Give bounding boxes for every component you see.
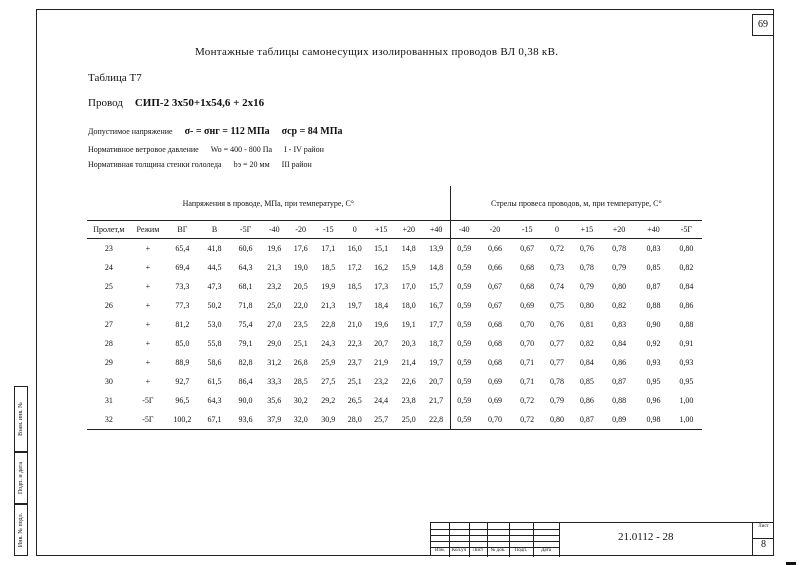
table-cell: 0,72	[512, 410, 542, 430]
table-cell: 0,81	[579, 320, 594, 329]
table-cell: 0,67	[487, 282, 502, 291]
table-row	[87, 258, 702, 277]
table-cell: 19,6	[267, 244, 282, 253]
table-cell: 79,1	[238, 339, 253, 348]
table-cell: 0,67	[520, 244, 535, 253]
table-cell: 0,59	[450, 410, 478, 430]
table-cell: 23,7	[347, 358, 362, 367]
table-cell: 0,92	[646, 339, 661, 348]
table-cell: 27	[104, 320, 113, 329]
column-header: -5Г	[229, 221, 261, 239]
table-cell: 0,75	[550, 301, 565, 310]
title-block-row-line	[431, 547, 559, 548]
table-cell: +	[145, 263, 151, 272]
table-cell: 96,5	[175, 396, 190, 405]
column-header: -15	[512, 221, 542, 239]
table-cell: 21,4	[401, 358, 416, 367]
table-row	[87, 410, 702, 430]
column-header: 0	[542, 221, 572, 239]
table-cell: 0,83	[646, 244, 661, 253]
table-cell: 22,3	[347, 339, 362, 348]
page-number: 69	[752, 14, 774, 36]
param-label: Нормативное ветровое давление	[88, 145, 199, 154]
table-cell: 16,2	[374, 263, 389, 272]
table-cell: 0,88	[646, 301, 661, 310]
table-cell: 17,6	[293, 244, 308, 253]
table-cell: 0,82	[579, 339, 594, 348]
table-cell: 53,0	[207, 320, 222, 329]
table-cell: 0,70	[478, 410, 512, 430]
column-header: +15	[367, 221, 395, 239]
table-cell: 1,00	[679, 396, 694, 405]
document-title: Монтажные таблицы самонесущих изолированных проводов ВЛ 0,38 кВ.	[195, 46, 559, 58]
table-cell: 0,78	[612, 244, 627, 253]
table-cell: 20,7	[374, 339, 389, 348]
table-cell: 50,2	[207, 301, 222, 310]
table-cell: 67,1	[200, 410, 230, 430]
table-cell: 0,59	[450, 334, 478, 353]
table-cell: 92,7	[175, 377, 190, 386]
title-block-caption: Дата	[541, 548, 551, 553]
side-stamp-replace: Взам. инв. №	[14, 386, 28, 452]
param-allowed-stress	[88, 126, 343, 137]
table-cell: 0,74	[550, 282, 565, 291]
table-cell: 0,93	[646, 358, 661, 367]
table-cell: 55,8	[207, 339, 222, 348]
table-cell: 25,7	[367, 410, 395, 430]
table-cell: 100,2	[165, 410, 199, 430]
table-cell: 27,5	[321, 377, 336, 386]
table-cell: 30,9	[314, 410, 342, 430]
table-cell: 20,7	[429, 377, 444, 386]
table-cell: 0,82	[612, 301, 627, 310]
table-cell: 58,6	[207, 358, 222, 367]
table-cell: 21,3	[267, 263, 282, 272]
table-cell: 0,84	[679, 282, 694, 291]
table-cell: 68,1	[238, 282, 253, 291]
table-cell: 22,8	[422, 410, 450, 430]
param-ice-thickness	[88, 160, 312, 169]
table-cell: 23,2	[267, 282, 282, 291]
table-cell: 0,98	[636, 410, 670, 430]
param-value: bэ = 20 мм	[233, 160, 270, 169]
table-cell: 73,3	[175, 282, 190, 291]
table-cell: 0,84	[612, 339, 627, 348]
mounting-table	[87, 186, 702, 430]
title-block-caption: № док.	[490, 548, 506, 553]
table-cell: 0,90	[646, 320, 661, 329]
table-cell: 17,0	[401, 282, 416, 291]
table-cell: 0,80	[542, 410, 572, 430]
table-cell: 0,80	[612, 282, 627, 291]
table-cell: 0,72	[520, 396, 535, 405]
table-cell: 14,8	[401, 244, 416, 253]
table-cell: 17,7	[429, 320, 444, 329]
table-cell: 0,78	[550, 377, 565, 386]
table-cell: 26,8	[293, 358, 308, 367]
param-value2: σср = 84 МПа	[281, 126, 343, 137]
table-cell: 24,4	[374, 396, 389, 405]
table-cell: 30,2	[293, 396, 308, 405]
table-cell: 15,7	[429, 282, 444, 291]
table-cell: 0,66	[487, 263, 502, 272]
param-value: Wo = 400 - 800 Па	[210, 145, 273, 154]
table-cell: 0,79	[579, 282, 594, 291]
table-cell: 86,4	[238, 377, 253, 386]
table-row	[87, 372, 702, 391]
table-cell: 22,6	[401, 377, 416, 386]
table-cell: 14,8	[429, 263, 444, 272]
title-block-row-line	[431, 535, 559, 536]
table-cell: 19,7	[347, 301, 362, 310]
table-row	[87, 353, 702, 372]
table-cell: 0,68	[487, 320, 502, 329]
table-cell: +	[145, 320, 151, 329]
table-cell: 25,0	[395, 410, 423, 430]
table-cell: 26,5	[347, 396, 362, 405]
document-code: 21.0112 - 28	[618, 531, 674, 543]
table-cell: +	[145, 377, 151, 386]
table-cell: 21,0	[347, 320, 362, 329]
table-cell: 18,5	[321, 263, 336, 272]
column-header: +20	[602, 221, 636, 239]
table-cell: 37,9	[262, 410, 287, 430]
table-cell: 22,0	[293, 301, 308, 310]
table-row	[87, 391, 702, 410]
table-cell: 0,68	[520, 282, 535, 291]
table-name: Таблица Т7	[88, 72, 142, 84]
table-cell: 17,2	[347, 263, 362, 272]
table-cell: 0,87	[572, 410, 602, 430]
wire-line	[88, 97, 264, 109]
wire-label: Провод	[88, 97, 123, 109]
table-cell: 0,93	[679, 358, 694, 367]
column-header: +40	[422, 221, 450, 239]
column-header: -20	[478, 221, 512, 239]
table-cell: 24,3	[321, 339, 336, 348]
table-cell: 21,9	[374, 358, 389, 367]
table-cell: 77,3	[175, 301, 190, 310]
table-cell: 0,85	[579, 377, 594, 386]
table-cell: 29,2	[321, 396, 336, 405]
column-header: +15	[572, 221, 602, 239]
side-stamp-sign-date: Подп. и дата	[14, 452, 28, 504]
column-header: -5Г	[671, 221, 702, 239]
table-cell: 25,1	[293, 339, 308, 348]
table-cell: 28	[104, 339, 113, 348]
table-cell: 16,7	[429, 301, 444, 310]
table-cell: 0,76	[579, 244, 594, 253]
column-header: -40	[450, 221, 478, 239]
table-cell: 0,59	[450, 315, 478, 334]
table-cell: 0,59	[450, 372, 478, 391]
table-cell: +	[145, 244, 151, 253]
table-cell: 41,8	[207, 244, 222, 253]
table-cell: 0,77	[550, 339, 565, 348]
table-cell: 61,5	[207, 377, 222, 386]
table-cell: 27,0	[267, 320, 282, 329]
table-cell: 0,59	[450, 239, 478, 259]
param-label: Нормативная толщина стенки гололеда	[88, 160, 222, 169]
table-cell: 0,89	[602, 410, 636, 430]
side-stamp-inventory: Инв. № подл.	[14, 504, 28, 556]
table-cell: 29,0	[267, 339, 282, 348]
table-cell: 20,5	[293, 282, 308, 291]
table-cell: 15,9	[401, 263, 416, 272]
table-cell: 0,95	[646, 377, 661, 386]
table-cell: 64,3	[207, 396, 222, 405]
table-cell: 22,8	[321, 320, 336, 329]
table-cell: 32	[87, 410, 131, 430]
group-sag-header: Стрелы провеса проводов, м, при температуре, С°	[450, 186, 702, 221]
table-cell: 90,0	[238, 396, 253, 405]
table-cell: 75,4	[238, 320, 253, 329]
table-row	[87, 334, 702, 353]
table-cell: 0,67	[487, 301, 502, 310]
table-cell: 0,80	[579, 301, 594, 310]
table-cell: 0,70	[520, 320, 535, 329]
table-cell: 85,0	[175, 339, 190, 348]
table-cell: 31	[104, 396, 113, 405]
table-cell: 0,77	[550, 358, 565, 367]
param-region: I - IV район	[284, 145, 324, 154]
table-cell: 31,2	[267, 358, 282, 367]
table-cell: 81,2	[175, 320, 190, 329]
table-cell: 0,73	[550, 263, 565, 272]
table-row	[87, 296, 702, 315]
table-cell: 25	[104, 282, 113, 291]
table-cell: 0,86	[612, 358, 627, 367]
title-block	[430, 522, 774, 556]
table-cell: 19,7	[429, 358, 444, 367]
table-cell: 19,9	[321, 282, 336, 291]
table-cell: 0,79	[612, 263, 627, 272]
table-cell: 0,68	[520, 263, 535, 272]
table-cell: 71,8	[238, 301, 253, 310]
title-block-caption: Кол.уч	[451, 548, 467, 553]
table-cell: 16,0	[347, 244, 362, 253]
table-cell: 0,95	[679, 377, 694, 386]
table-cell: 32,0	[287, 410, 315, 430]
table-cell: 18,5	[347, 282, 362, 291]
table-cell: 65,4	[175, 244, 190, 253]
table-cell: 15,1	[374, 244, 389, 253]
table-cell: 30	[104, 377, 113, 386]
table-cell: 0,78	[579, 263, 594, 272]
table-cell: 19,6	[374, 320, 389, 329]
table-cell: 13,9	[429, 244, 444, 253]
wire-mark: СИП-2 3х50+1х54,6 + 2х16	[134, 97, 265, 109]
table-cell: 17,3	[374, 282, 389, 291]
table-cell: 28,5	[293, 377, 308, 386]
table-cell: 0,68	[487, 358, 502, 367]
table-cell: 0,85	[646, 263, 661, 272]
table-cell: 0,69	[487, 396, 502, 405]
table-cell: 23	[104, 244, 113, 253]
table-cell: 0,68	[487, 339, 502, 348]
table-cell: 0,69	[520, 301, 535, 310]
column-header: -15	[314, 221, 342, 239]
table-cell: 0,69	[487, 377, 502, 386]
column-header: 0	[342, 221, 367, 239]
table-cell: 18,7	[429, 339, 444, 348]
table-row	[87, 315, 702, 334]
table-cell: 0,76	[550, 320, 565, 329]
table-cell: 0,86	[679, 301, 694, 310]
table-cell: 44,5	[207, 263, 222, 272]
table-cell: 0,59	[450, 353, 478, 372]
param-region: III район	[281, 160, 312, 169]
table-cell: 0,87	[612, 377, 627, 386]
table-cell: 0,72	[550, 244, 565, 253]
column-header: +20	[395, 221, 423, 239]
table-cell: 0,91	[679, 339, 694, 348]
table-cell: 60,6	[238, 244, 253, 253]
table-cell: 0,86	[579, 396, 594, 405]
table-cell: 0,70	[520, 339, 535, 348]
column-header: ВГ	[165, 221, 199, 239]
table-row	[87, 277, 702, 296]
table-cell: 0,66	[487, 244, 502, 253]
table-cell: 0,87	[646, 282, 661, 291]
table-cell: 25,9	[321, 358, 336, 367]
table-group-header	[87, 186, 702, 221]
table-cell: 28,0	[342, 410, 367, 430]
table-cell: 0,71	[520, 377, 535, 386]
table-cell: 21,3	[321, 301, 336, 310]
table-cell: 1,00	[671, 410, 702, 430]
table-cell: 21,7	[429, 396, 444, 405]
table-row	[87, 239, 702, 259]
table-cell: 24	[104, 263, 113, 272]
table-cell: 0,96	[646, 396, 661, 405]
table-cell: 19,1	[401, 320, 416, 329]
table-cell: 35,6	[267, 396, 282, 405]
table-cell: +	[145, 282, 151, 291]
column-header: В	[200, 221, 230, 239]
table-cell: 0,84	[579, 358, 594, 367]
title-block-caption: Лист	[472, 548, 484, 553]
group-stress-header: Напряжения в проводе, МПа, при температуре, С°	[87, 186, 450, 221]
table-column-header	[87, 221, 702, 239]
column-header: Режим	[131, 221, 165, 239]
column-header: Пролет,м	[87, 221, 131, 239]
table-cell: 93,6	[229, 410, 261, 430]
table-cell: 33,3	[267, 377, 282, 386]
table-cell: 18,0	[401, 301, 416, 310]
table-cell: +	[145, 339, 151, 348]
table-cell: 23,2	[374, 377, 389, 386]
table-cell: 0,83	[612, 320, 627, 329]
table-cell: 26	[104, 301, 113, 310]
table-cell: 0,88	[612, 396, 627, 405]
title-block-row-line	[431, 541, 559, 542]
table-cell: 47,3	[207, 282, 222, 291]
table-cell: 0,80	[679, 244, 694, 253]
table-cell: 0,59	[450, 258, 478, 277]
table-cell: 0,71	[520, 358, 535, 367]
param-wind-pressure	[88, 145, 324, 154]
table-cell: 23,5	[293, 320, 308, 329]
table-cell: 0,79	[550, 396, 565, 405]
column-header: -20	[287, 221, 315, 239]
table-cell: 0,88	[679, 320, 694, 329]
param-label: Допустимое напряжение	[88, 127, 173, 136]
title-block-caption: Изм.	[435, 548, 445, 553]
table-cell: 88,9	[175, 358, 190, 367]
table-cell: -5Г	[131, 410, 165, 430]
table-cell: 0,82	[679, 263, 694, 272]
table-cell: +	[145, 301, 151, 310]
title-block-row-line	[431, 529, 559, 530]
title-block-caption: Подп.	[514, 548, 528, 553]
title-block-grid	[431, 523, 559, 557]
sheet-label: Лист	[758, 524, 769, 529]
column-header: +40	[636, 221, 670, 239]
table-cell: -5Г	[142, 396, 154, 405]
table-cell: 82,8	[238, 358, 253, 367]
table-cell: 18,4	[374, 301, 389, 310]
table-cell: 29	[104, 358, 113, 367]
table-cell: 25,1	[347, 377, 362, 386]
table-cell: 0,59	[450, 296, 478, 315]
table-cell: 25,0	[267, 301, 282, 310]
column-header: -40	[262, 221, 287, 239]
table-cell: 17,1	[321, 244, 336, 253]
table-cell: 0,59	[450, 277, 478, 296]
table-cell: 69,4	[175, 263, 190, 272]
sheet-number: 8	[753, 538, 774, 550]
table-cell: 23,8	[401, 396, 416, 405]
param-value: σ- = σнг = 112 МПа	[184, 126, 270, 137]
sheet-cell	[752, 522, 774, 556]
table-cell: 20,3	[401, 339, 416, 348]
table-cell: 64,3	[238, 263, 253, 272]
table-cell: 0,59	[450, 391, 478, 410]
table-cell: 19,0	[293, 263, 308, 272]
table-cell: +	[145, 358, 151, 367]
